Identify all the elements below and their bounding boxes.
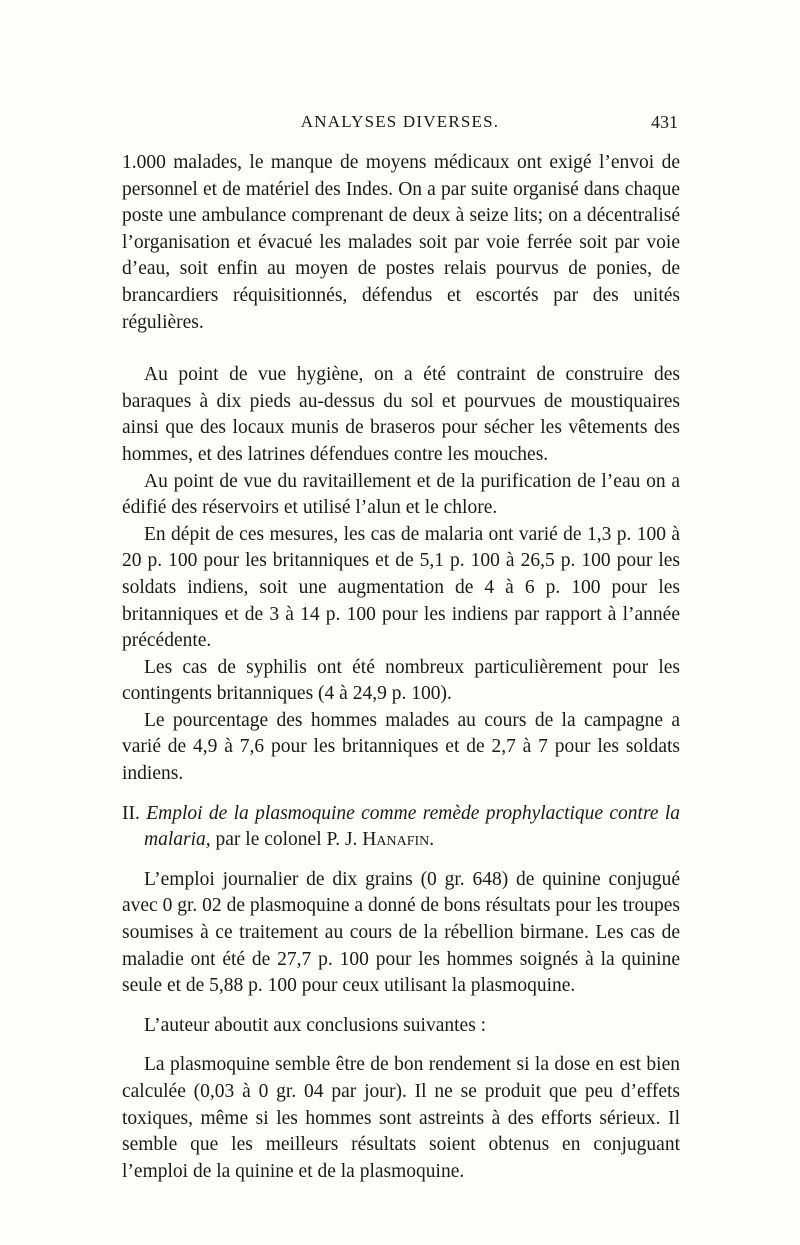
running-header xyxy=(122,112,678,142)
paragraph: 1.000 malades, le manque de moyens médicaux ont exigé l’envoi de personnel et de matériel des Indes. On a par suite organisé dans chaque poste une ambulance comprenant de deux à seize lits; on a décentralisé l’organisation et évacué les malades soit par voie ferrée soit par voie d’eau, soit enfin au moyen de postes relais pourvus de ponies, de brancardiers réquisitionnés, défendus et escortés par des unités régulières. xyxy=(122,152,680,333)
paragraph: Le pourcentage des hommes malades au cours de la campagne a varié de 4,9 à 7,6 pour les britanniques et de 2,7 à 7 pour les soldats indiens. xyxy=(122,709,680,785)
paragraph: La plasmoquine semble être de bon rendement si la dose en est bien calculée (0,03 à 0 gr. 04 par jour). Il ne se produit que peu d’effets toxiques, même si les hommes sont astreints à des efforts sérieux. Il semble que les meilleurs résultats soient obtenus en conjuguant l’emploi de la quinine et de la plasmoquine. xyxy=(122,1054,680,1182)
section-number: II. xyxy=(122,802,140,824)
paragraph: Les cas de syphilis ont été nombreux particulièrement pour les contingents britanniques (4 à 24,9 p. 100). xyxy=(122,656,680,705)
section-title: Emploi de la plasmoquine comme remède prophylactique contre la malaria, xyxy=(144,802,680,851)
section-author-name: Hanafin. xyxy=(362,829,435,851)
section-heading xyxy=(122,801,680,854)
paragraph: L’emploi journalier de dix grains (0 gr. 648) de quinine conjugué avec 0 gr. 02 de plasmoquine a donné de bons résultats pour les troupes soumises à ce traitement au cours de la rébellion birmane. Les cas de maladie ont été de 27,7 p. 100 pour les hommes soignés à la quinine seule et de 5,88 p. 100 pour ceux utilisant la plasmoquine. xyxy=(122,868,680,997)
paragraph: Au point de vue hygiène, on a été contraint de construire des baraques à dix pieds au-dessus du sol et pourvues de moustiquaires ainsi que des locaux munis de braseros pour sécher les vêtements des hommes, et des latrines défendues contre les mouches. xyxy=(122,364,680,465)
paragraph: Au point de vue du ravitaillement et de la purification de l’eau on a édifié des réservoirs et utilisé l’alun et le chlore. xyxy=(122,470,680,519)
paragraph: L’auteur aboutit aux conclusions suivantes : xyxy=(144,1014,487,1036)
page-number: 431 xyxy=(651,112,678,132)
paragraph: En dépit de ces mesures, les cas de malaria ont varié de 1,3 p. 100 à 20 p. 100 pour les britanniques et de 5,1 p. 100 à 26,5 p. 100 pour les soldats indiens, soit une augmentation de 4 à 6 p. 100 pour les britanniques et de 3 à 14 p. 100 pour les indiens par rapport à l’année précédente. xyxy=(122,523,680,652)
body-text xyxy=(122,150,680,1185)
running-title: ANALYSES DIVERSES. xyxy=(300,112,500,131)
section-author-prefix: par le colonel P. J. xyxy=(215,829,358,851)
